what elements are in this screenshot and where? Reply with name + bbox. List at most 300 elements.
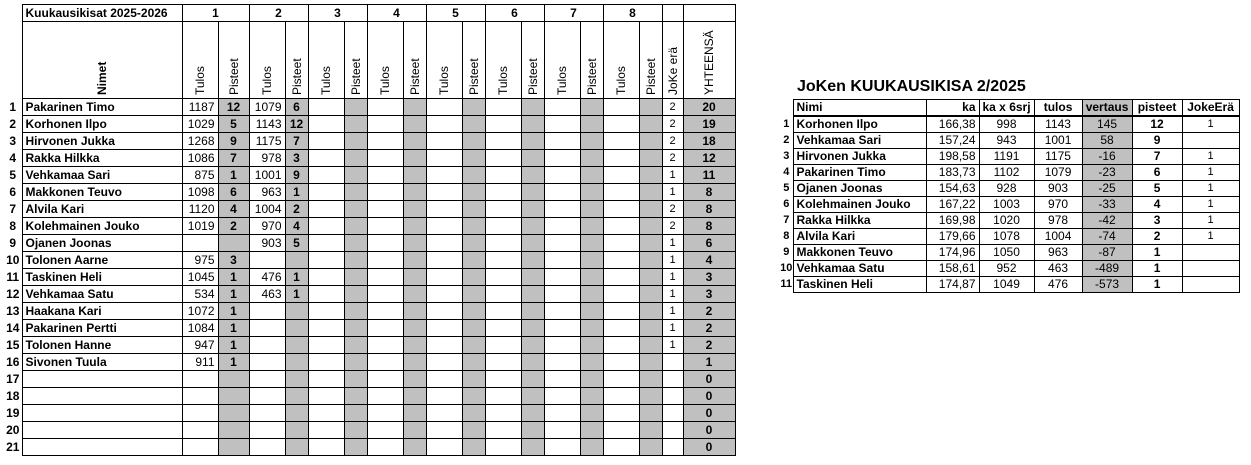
round1-pisteet (218, 388, 249, 405)
round6-pisteet (521, 167, 544, 184)
result: 1079 (1034, 165, 1082, 181)
average: 167,22 (926, 197, 979, 213)
round5-tulos (426, 116, 462, 133)
points: 1 (1132, 261, 1182, 277)
player-name (22, 405, 182, 422)
round2-tulos: 476 (249, 269, 285, 286)
round7-pisteet (580, 252, 603, 269)
round5-pisteet (462, 269, 485, 286)
joke-era (1182, 245, 1239, 261)
round4-tulos (367, 354, 403, 371)
joke-column-header (662, 22, 683, 99)
round3-pisteet (344, 167, 367, 184)
comparison: -74 (1082, 229, 1132, 245)
comparison: 145 (1082, 116, 1132, 133)
row-number: 12 (6, 287, 20, 301)
comparison: -25 (1082, 181, 1132, 197)
joke-column-header-label: JoKe erä (665, 46, 680, 95)
pisteet-column-header (344, 22, 367, 99)
total-points: 8 (683, 184, 735, 201)
average-x6: 952 (979, 261, 1034, 277)
round8-pisteet (639, 184, 662, 201)
round3-tulos (308, 371, 344, 388)
tulos-column-header-label: Tulos (437, 66, 451, 95)
round7-pisteet (580, 439, 603, 456)
player-name: Vehkamaa Sari (793, 133, 926, 149)
table-row (780, 261, 1239, 277)
round3-tulos (308, 201, 344, 218)
round8-tulos (603, 235, 639, 252)
round8-pisteet (639, 235, 662, 252)
joke-era: 2 (662, 218, 683, 235)
points: 2 (1132, 229, 1182, 245)
round5-pisteet (462, 371, 485, 388)
round7-tulos (544, 388, 580, 405)
round3-pisteet (344, 422, 367, 439)
player-name: Pakarinen Timo (793, 165, 926, 181)
round1-tulos (182, 439, 218, 456)
round7-pisteet (580, 337, 603, 354)
round8-tulos (603, 337, 639, 354)
row-number: 11 (780, 278, 793, 290)
round6-tulos (485, 269, 521, 286)
joke-era: 1 (662, 337, 683, 354)
round5-pisteet (462, 167, 485, 184)
round6-pisteet (521, 354, 544, 371)
round1-tulos: 1029 (182, 116, 218, 133)
season-header-row (4, 5, 735, 22)
round2-tulos: 963 (249, 184, 285, 201)
total-points: 0 (683, 439, 735, 456)
average-x6: 943 (979, 133, 1034, 149)
round1-tulos: 1084 (182, 320, 218, 337)
round7-pisteet (580, 150, 603, 167)
tulos-column-header-label: Tulos (319, 66, 333, 95)
round1-tulos (182, 371, 218, 388)
round8-tulos (603, 252, 639, 269)
round3-tulos (308, 337, 344, 354)
pisteet-column-header-label: Pisteet (289, 58, 304, 95)
round-header: 7 (544, 5, 603, 22)
round2-pisteet (285, 388, 308, 405)
table-row (4, 201, 735, 218)
table-row (780, 213, 1239, 229)
round6-pisteet (521, 422, 544, 439)
round5-pisteet (462, 218, 485, 235)
round6-tulos (485, 337, 521, 354)
round8-pisteet (639, 337, 662, 354)
joke-era: 1 (1182, 165, 1239, 181)
round5-tulos (426, 337, 462, 354)
row-number: 20 (6, 423, 20, 437)
round7-pisteet (580, 269, 603, 286)
player-name: Alvila Kari (793, 229, 926, 245)
round1-tulos: 1019 (182, 218, 218, 235)
round4-tulos (367, 99, 403, 116)
joke-era: 1 (662, 252, 683, 269)
round8-tulos (603, 150, 639, 167)
joke-era: 2 (662, 116, 683, 133)
tulos-column-header (182, 22, 218, 99)
round8-tulos (603, 354, 639, 371)
round-header: 5 (426, 5, 485, 22)
round1-tulos (182, 405, 218, 422)
player-name: Rakka Hilkka (793, 213, 926, 229)
table-row (4, 99, 735, 116)
total-column-header (683, 22, 735, 99)
round4-tulos (367, 150, 403, 167)
row-number: 5 (9, 168, 17, 182)
round2-pisteet (285, 405, 308, 422)
round2-tulos: 1143 (249, 116, 285, 133)
pisteet-column-header (580, 22, 603, 99)
monthly-results-table (780, 99, 1240, 293)
round6-pisteet (521, 235, 544, 252)
pisteet-column-header (403, 22, 426, 99)
joke-era (1182, 261, 1239, 277)
round4-pisteet (403, 133, 426, 150)
round4-pisteet (403, 303, 426, 320)
round1-pisteet: 12 (218, 99, 249, 116)
points: 6 (1132, 165, 1182, 181)
round3-pisteet (344, 337, 367, 354)
average: 198,58 (926, 149, 979, 165)
round6-pisteet (521, 405, 544, 422)
round6-tulos (485, 286, 521, 303)
points: 1 (1132, 277, 1182, 293)
round2-pisteet: 7 (285, 133, 308, 150)
round6-tulos (485, 439, 521, 456)
average-x6: 1078 (979, 229, 1034, 245)
round3-tulos (308, 99, 344, 116)
player-name: Sivonen Tuula (22, 354, 182, 371)
round6-tulos (485, 388, 521, 405)
total-points: 11 (683, 167, 735, 184)
points: 4 (1132, 197, 1182, 213)
round5-pisteet (462, 201, 485, 218)
player-name: Vehkamaa Satu (793, 261, 926, 277)
round2-tulos (249, 371, 285, 388)
round4-pisteet (403, 184, 426, 201)
tulos-column-header-label: Tulos (496, 66, 510, 95)
row-number: 8 (783, 230, 790, 242)
player-name: Makkonen Teuvo (793, 245, 926, 261)
table-row (4, 388, 735, 405)
row-number: 1 (9, 100, 17, 114)
round8-pisteet (639, 167, 662, 184)
result: 1143 (1034, 116, 1082, 133)
average-x6: 1003 (979, 197, 1034, 213)
round5-tulos (426, 252, 462, 269)
round7-tulos (544, 99, 580, 116)
round1-pisteet (218, 235, 249, 252)
player-name: Tolonen Hanne (22, 337, 182, 354)
tulos-column-header-label: Tulos (555, 66, 569, 95)
result: 476 (1034, 277, 1082, 293)
joke-era: 1 (662, 235, 683, 252)
total-points: 1 (683, 354, 735, 371)
average: 174,87 (926, 277, 979, 293)
round8-pisteet (639, 286, 662, 303)
row-number: 10 (780, 262, 793, 274)
round6-pisteet (521, 99, 544, 116)
round4-tulos (367, 167, 403, 184)
round2-pisteet: 4 (285, 218, 308, 235)
round3-tulos (308, 184, 344, 201)
round6-tulos (485, 320, 521, 337)
average-x6: 998 (979, 116, 1034, 133)
round7-tulos (544, 184, 580, 201)
round5-pisteet (462, 303, 485, 320)
round1-pisteet: 3 (218, 252, 249, 269)
round2-pisteet: 2 (285, 201, 308, 218)
round8-pisteet (639, 133, 662, 150)
total-points: 2 (683, 303, 735, 320)
round6-tulos (485, 303, 521, 320)
total-points: 20 (683, 99, 735, 116)
round5-tulos (426, 201, 462, 218)
round7-pisteet (580, 422, 603, 439)
round3-pisteet (344, 252, 367, 269)
round2-pisteet (285, 354, 308, 371)
round8-tulos (603, 320, 639, 337)
pisteet-column-header-label: Pisteet (525, 58, 540, 95)
table-row (4, 405, 735, 422)
result: 463 (1034, 261, 1082, 277)
total-points: 8 (683, 218, 735, 235)
round7-pisteet (580, 303, 603, 320)
round8-tulos (603, 133, 639, 150)
jokeera-column-header: JokeErä (1182, 100, 1239, 117)
round4-pisteet (403, 354, 426, 371)
round4-pisteet (403, 150, 426, 167)
round4-pisteet (403, 167, 426, 184)
joke-era: 1 (1182, 229, 1239, 245)
round4-pisteet (403, 320, 426, 337)
player-name (22, 439, 182, 456)
names-column-header-label: Nimet (95, 61, 109, 95)
round6-tulos (485, 99, 521, 116)
total-points: 2 (683, 320, 735, 337)
round6-pisteet (521, 303, 544, 320)
total-points: 4 (683, 252, 735, 269)
round4-tulos (367, 218, 403, 235)
pisteet-column-header: pisteet (1132, 100, 1182, 117)
round6-tulos (485, 422, 521, 439)
round7-pisteet (580, 354, 603, 371)
round2-tulos: 1175 (249, 133, 285, 150)
round4-tulos (367, 269, 403, 286)
season-column-header-row (4, 22, 735, 99)
row-number: 4 (783, 166, 790, 178)
round5-pisteet (462, 150, 485, 167)
total-points: 0 (683, 388, 735, 405)
round7-pisteet (580, 235, 603, 252)
comparison: -87 (1082, 245, 1132, 261)
round7-tulos (544, 201, 580, 218)
total-points: 3 (683, 286, 735, 303)
round3-pisteet (344, 286, 367, 303)
round8-pisteet (639, 218, 662, 235)
round3-tulos (308, 252, 344, 269)
round1-pisteet: 1 (218, 320, 249, 337)
round6-pisteet (521, 133, 544, 150)
round1-tulos: 1086 (182, 150, 218, 167)
round2-tulos (249, 439, 285, 456)
round3-tulos (308, 150, 344, 167)
table-row (4, 184, 735, 201)
round6-tulos (485, 201, 521, 218)
average-x6: 1049 (979, 277, 1034, 293)
pisteet-column-header-label: Pisteet (407, 58, 422, 95)
round7-pisteet (580, 167, 603, 184)
total-points: 3 (683, 269, 735, 286)
average-x6: 1050 (979, 245, 1034, 261)
average-x6: 1102 (979, 165, 1034, 181)
table-row (780, 245, 1239, 261)
round3-tulos (308, 167, 344, 184)
round6-pisteet (521, 439, 544, 456)
table-row (4, 150, 735, 167)
round4-tulos (367, 371, 403, 388)
joke-era (1182, 133, 1239, 149)
total-points: 8 (683, 201, 735, 218)
round7-tulos (544, 218, 580, 235)
row-number: 13 (6, 304, 20, 318)
round1-tulos: 911 (182, 354, 218, 371)
player-name: Haakana Kari (22, 303, 182, 320)
row-number: 9 (9, 236, 17, 250)
table-row (780, 116, 1239, 133)
round3-pisteet (344, 439, 367, 456)
round4-tulos (367, 303, 403, 320)
pisteet-column-header (285, 22, 308, 99)
round8-pisteet (639, 99, 662, 116)
round8-tulos (603, 388, 639, 405)
player-name: Vehkamaa Sari (22, 167, 182, 184)
table-row (4, 371, 735, 388)
round6-tulos (485, 405, 521, 422)
round1-tulos: 534 (182, 286, 218, 303)
joke-era (1182, 277, 1239, 293)
player-name (22, 422, 182, 439)
average-x6: 1020 (979, 213, 1034, 229)
round8-pisteet (639, 150, 662, 167)
round2-tulos: 463 (249, 286, 285, 303)
round1-pisteet: 1 (218, 354, 249, 371)
row-number: 15 (6, 338, 20, 352)
round1-pisteet: 1 (218, 167, 249, 184)
round5-tulos (426, 218, 462, 235)
table-row (780, 149, 1239, 165)
round3-pisteet (344, 320, 367, 337)
round2-pisteet (285, 439, 308, 456)
round1-tulos: 975 (182, 252, 218, 269)
round2-pisteet (285, 422, 308, 439)
tulos-column-header (367, 22, 403, 99)
round3-pisteet (344, 201, 367, 218)
row-number: 7 (783, 214, 790, 226)
round1-pisteet: 7 (218, 150, 249, 167)
round1-pisteet: 1 (218, 269, 249, 286)
round6-tulos (485, 235, 521, 252)
total-points: 19 (683, 116, 735, 133)
round3-pisteet (344, 371, 367, 388)
round4-pisteet (403, 439, 426, 456)
round4-tulos (367, 133, 403, 150)
points: 7 (1132, 149, 1182, 165)
round2-tulos (249, 422, 285, 439)
round1-pisteet (218, 422, 249, 439)
round4-pisteet (403, 286, 426, 303)
round2-pisteet: 1 (285, 269, 308, 286)
round2-pisteet: 5 (285, 235, 308, 252)
round2-pisteet (285, 252, 308, 269)
result: 1001 (1034, 133, 1082, 149)
result: 970 (1034, 197, 1082, 213)
points: 1 (1132, 245, 1182, 261)
round6-tulos (485, 150, 521, 167)
round8-tulos (603, 99, 639, 116)
round5-tulos (426, 320, 462, 337)
round6-pisteet (521, 218, 544, 235)
round6-tulos (485, 184, 521, 201)
round8-tulos (603, 269, 639, 286)
round6-tulos (485, 252, 521, 269)
round1-pisteet: 2 (218, 218, 249, 235)
round1-pisteet (218, 405, 249, 422)
round4-tulos (367, 405, 403, 422)
table-row (4, 167, 735, 184)
round2-tulos: 978 (249, 150, 285, 167)
joke-era: 1 (662, 303, 683, 320)
round1-pisteet: 4 (218, 201, 249, 218)
round5-pisteet (462, 235, 485, 252)
player-name: Pakarinen Pertti (22, 320, 182, 337)
round5-tulos (426, 235, 462, 252)
round3-pisteet (344, 133, 367, 150)
joke-era: 2 (662, 133, 683, 150)
row-number: 17 (6, 372, 20, 386)
round4-tulos (367, 201, 403, 218)
table-row (4, 439, 735, 456)
ka6-column-header: ka x 6srj (979, 100, 1034, 117)
round2-pisteet: 9 (285, 167, 308, 184)
total-points: 0 (683, 422, 735, 439)
round7-tulos (544, 286, 580, 303)
tulos-column-header (308, 22, 344, 99)
pisteet-column-header-label: Pisteet (226, 58, 241, 95)
table-row (780, 181, 1239, 197)
round5-tulos (426, 99, 462, 116)
round1-tulos (182, 388, 218, 405)
player-name: Hirvonen Jukka (22, 133, 182, 150)
round1-tulos: 1045 (182, 269, 218, 286)
monthly-title: JoKen KUUKAUSIKISA 2/2025 (797, 78, 1026, 95)
round8-pisteet (639, 320, 662, 337)
round3-pisteet (344, 99, 367, 116)
round6-tulos (485, 133, 521, 150)
round7-pisteet (580, 320, 603, 337)
round5-tulos (426, 269, 462, 286)
table-row (4, 286, 735, 303)
comparison: 58 (1082, 133, 1132, 149)
round4-tulos (367, 235, 403, 252)
tulos-column-header (603, 22, 639, 99)
round2-tulos (249, 252, 285, 269)
round7-tulos (544, 167, 580, 184)
player-name: Taskinen Heli (22, 269, 182, 286)
